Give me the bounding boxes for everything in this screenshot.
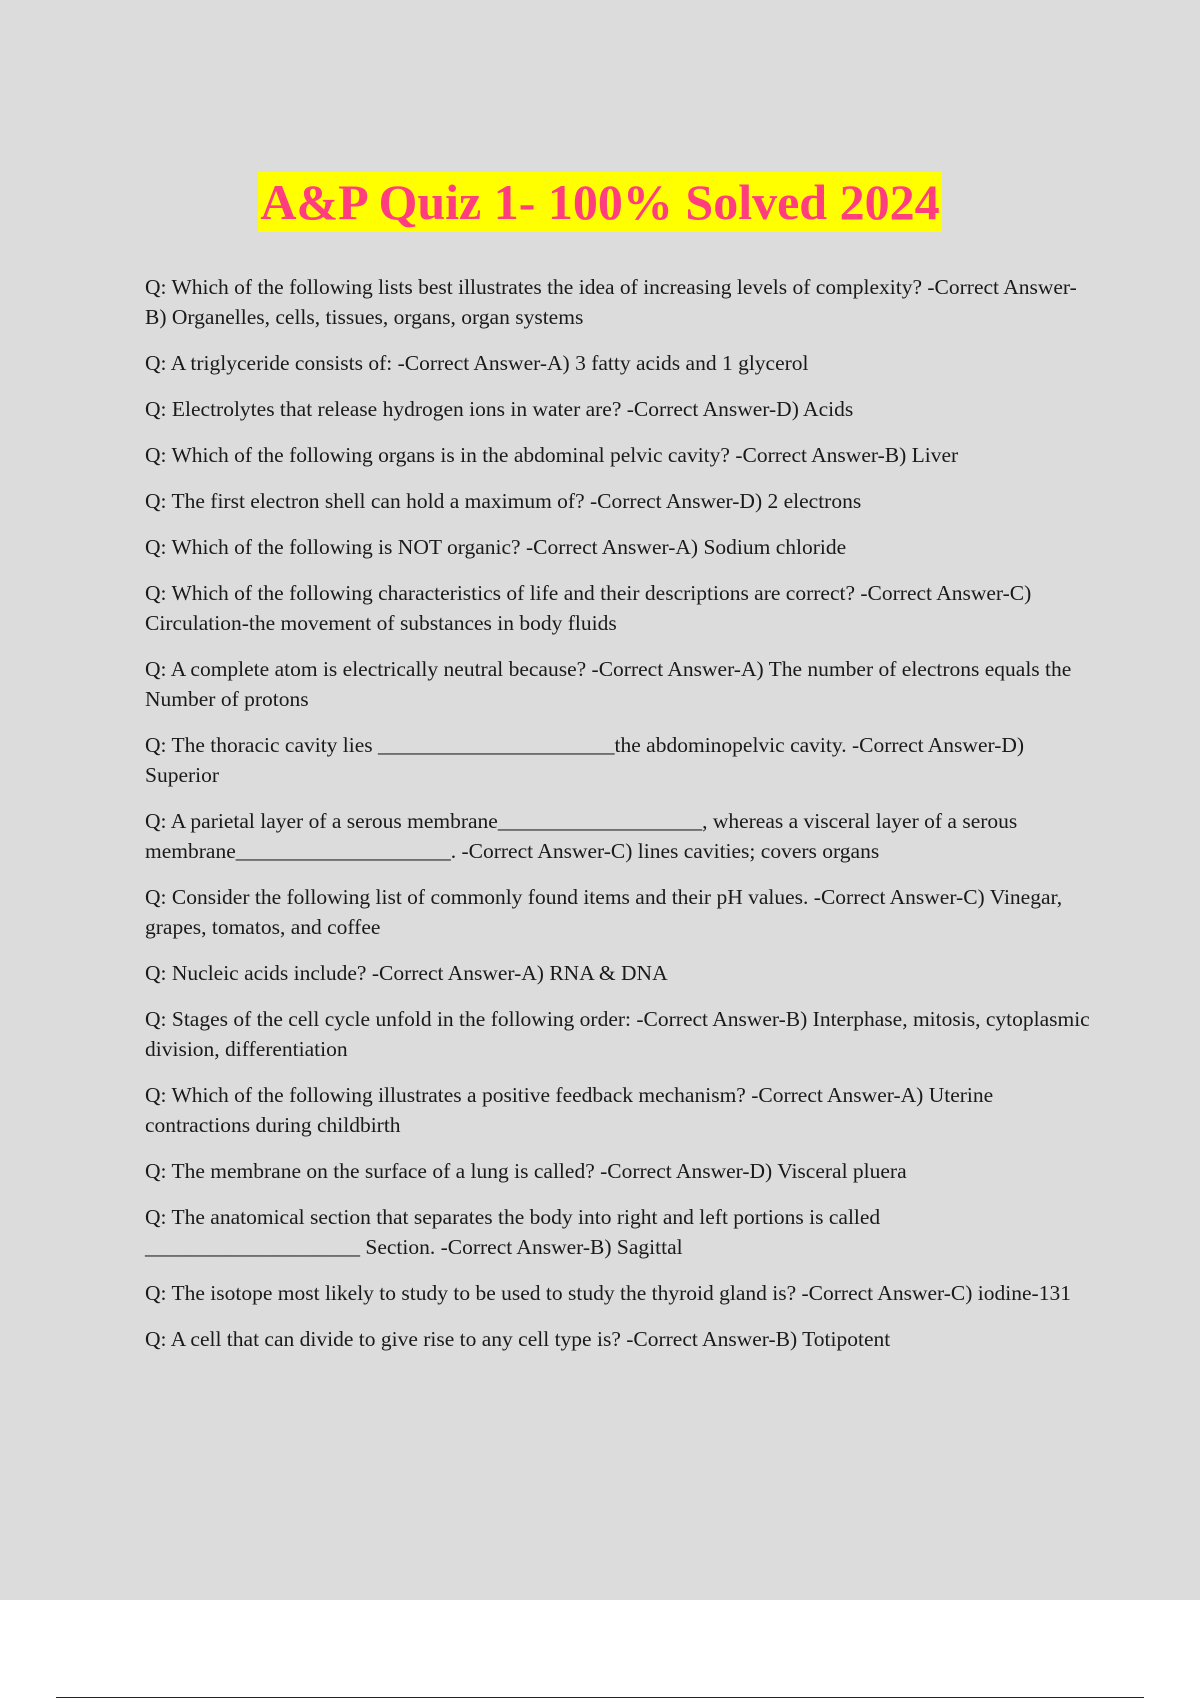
qa-item: Q: The anatomical section that separates the body into right and left portions is called ____________________ Section. -Correct Answer-B) Sagittal — [145, 1205, 881, 1259]
qa-item: Q: The isotope most likely to study to be used to study the thyroid gland is? -Correct Answer-C) iodine-131 — [145, 1281, 1071, 1305]
qa-item: Q: Nucleic acids include? -Correct Answer-A) RNA & DNA — [145, 961, 668, 985]
qa-item: Q: A parietal layer of a serous membrane___________________, whereas a visceral layer of a serous membrane____________________. -Correct Answer-C) lines cavities; covers organs — [145, 809, 1018, 863]
qa-item: Q: Which of the following is NOT organic? -Correct Answer-A) Sodium chloride — [145, 535, 847, 559]
title-container — [0, 172, 1200, 232]
qa-item: Q: Which of the following lists best illustrates the idea of increasing levels of complexity? -Correct Answer-B) Organelles, cells, tissues, organs, organ systems — [145, 275, 1077, 329]
qa-item: Q: A triglyceride consists of: -Correct Answer-A) 3 fatty acids and 1 glycerol — [145, 351, 809, 375]
qa-item: Q: Electrolytes that release hydrogen ions in water are? -Correct Answer-D) Acids — [145, 397, 854, 421]
qa-item: Q: A complete atom is electrically neutral because? -Correct Answer-A) The number of electrons equals the Number of protons — [145, 657, 1072, 711]
footer-divider — [56, 1697, 1144, 1698]
qa-item: Q: Consider the following list of commonly found items and their pH values. -Correct Answer-C) Vinegar, grapes, tomatos, and coffee — [145, 885, 1063, 939]
qa-item: Q: Which of the following illustrates a positive feedback mechanism? -Correct Answer-A) Uterine contractions during childbirth — [145, 1083, 994, 1137]
qa-item: Q: A cell that can divide to give rise to any cell type is? -Correct Answer-B) Totipotent — [145, 1327, 891, 1351]
document-title: A&P Quiz 1- 100% Solved 2024 — [260, 174, 940, 230]
qa-item: Q: The membrane on the surface of a lung is called? -Correct Answer-D) Visceral pluera — [145, 1159, 907, 1183]
qa-list — [145, 272, 1095, 1370]
qa-item: Q: Which of the following organs is in the abdominal pelvic cavity? -Correct Answer-B) Liver — [145, 443, 959, 467]
qa-item: Q: The thoracic cavity lies ______________________the abdominopelvic cavity. -Correct Answer-D) Superior — [145, 733, 1025, 787]
qa-item: Q: Which of the following characteristics of life and their descriptions are correct? -Correct Answer-C) Circulation-the movement of substances in body fluids — [145, 581, 1032, 635]
qa-item: Q: Stages of the cell cycle unfold in the following order: -Correct Answer-B) Interphase, mitosis, cytoplasmic division, differentiation — [145, 1007, 1090, 1061]
qa-item: Q: The first electron shell can hold a maximum of? -Correct Answer-D) 2 electrons — [145, 489, 862, 513]
